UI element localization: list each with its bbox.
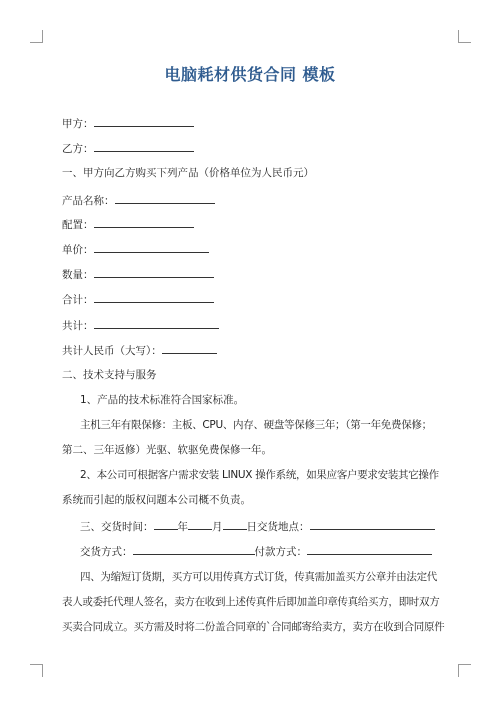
delivery-place-blank bbox=[310, 519, 435, 530]
paragraph-linux-line-1: 2、本公司可根据客户需求安装 LINUX 操作系统，如果应客户要求安装其它操作 bbox=[80, 469, 439, 481]
month-blank bbox=[188, 519, 212, 530]
subtotal-line bbox=[62, 292, 442, 307]
delivery-time-label: 三、交货时间： bbox=[80, 521, 154, 533]
party-b-blank bbox=[94, 141, 194, 152]
subtotal-blank bbox=[94, 292, 214, 303]
crop-mark-bottom-left bbox=[30, 664, 43, 677]
paragraph-fax-line-3: 买卖合同成立。买方需及时将二份盖合同章的`合同邮寄给卖方，卖方在收到合同原件 bbox=[62, 621, 445, 633]
crop-mark-top-right bbox=[458, 30, 471, 43]
total-line bbox=[62, 318, 442, 333]
delivery-method-line bbox=[80, 544, 460, 559]
section-2-heading: 二、技术支持与服务 bbox=[62, 369, 157, 381]
party-b-line bbox=[62, 141, 442, 156]
total-rmb-blank bbox=[162, 343, 217, 354]
product-name-blank bbox=[115, 193, 215, 204]
section-1-heading: 一、甲方向乙方购买下列产品（价格单位为人民币元） bbox=[62, 167, 314, 179]
unit-price-line bbox=[62, 242, 442, 257]
payment-method-blank bbox=[307, 544, 432, 555]
party-a-line bbox=[62, 116, 442, 131]
paragraph-fax-line-2: 表人或委托代理人签名，卖方在收到上述传真件后即加盖印章传真给买方，即时双方 bbox=[62, 596, 440, 608]
payment-method-label: 付款方式： bbox=[254, 546, 307, 558]
delivery-place-label: 日交货地点： bbox=[246, 521, 310, 533]
paragraph-tech-standard: 1、产品的技术标准符合国家标准。 bbox=[80, 394, 245, 406]
delivery-method-blank bbox=[133, 544, 255, 555]
config-line bbox=[62, 217, 442, 232]
party-a-blank bbox=[94, 116, 194, 127]
product-name-line bbox=[62, 193, 442, 208]
paragraph-fax-line-1: 四、为缩短订货期，买方可以用传真方式订货，传真需加盖买方公章并由法定代 bbox=[80, 571, 437, 583]
month-label: 月 bbox=[212, 521, 223, 533]
product-name-label: 产品名称： bbox=[62, 195, 115, 207]
year-label: 年 bbox=[177, 521, 188, 533]
quantity-label: 数量： bbox=[62, 269, 94, 281]
party-b-label: 乙方： bbox=[62, 143, 94, 155]
config-blank bbox=[94, 217, 194, 228]
total-rmb-label: 共计人民币（大写）： bbox=[62, 345, 162, 357]
unit-price-label: 单价： bbox=[62, 244, 94, 256]
quantity-blank bbox=[94, 267, 214, 278]
day-blank bbox=[223, 519, 247, 530]
total-blank bbox=[94, 318, 219, 329]
year-blank bbox=[154, 519, 178, 530]
delivery-time-line bbox=[80, 519, 460, 534]
party-a-label: 甲方： bbox=[62, 118, 94, 130]
paragraph-warranty-line-1: 主机三年有限保修：主板、CPU、内存、硬盘等保修三年；（第一年免费保修； bbox=[80, 419, 432, 431]
document-title: 电脑耗材供货合同 模板 bbox=[164, 65, 336, 84]
subtotal-label: 合计： bbox=[62, 294, 94, 306]
unit-price-blank bbox=[94, 242, 209, 253]
crop-mark-bottom-right bbox=[458, 664, 471, 677]
paragraph-linux-line-2: 系统而引起的版权问题本公司概不负责。 bbox=[62, 494, 251, 506]
total-label: 共计： bbox=[62, 320, 94, 332]
total-rmb-line bbox=[62, 343, 442, 358]
quantity-line bbox=[62, 267, 442, 282]
paragraph-warranty-line-2: 第二、三年返修）光驱、软驱免费保修一年。 bbox=[62, 444, 272, 456]
config-label: 配置： bbox=[62, 219, 94, 231]
crop-mark-top-left bbox=[30, 30, 43, 43]
delivery-method-label: 交货方式： bbox=[80, 546, 133, 558]
